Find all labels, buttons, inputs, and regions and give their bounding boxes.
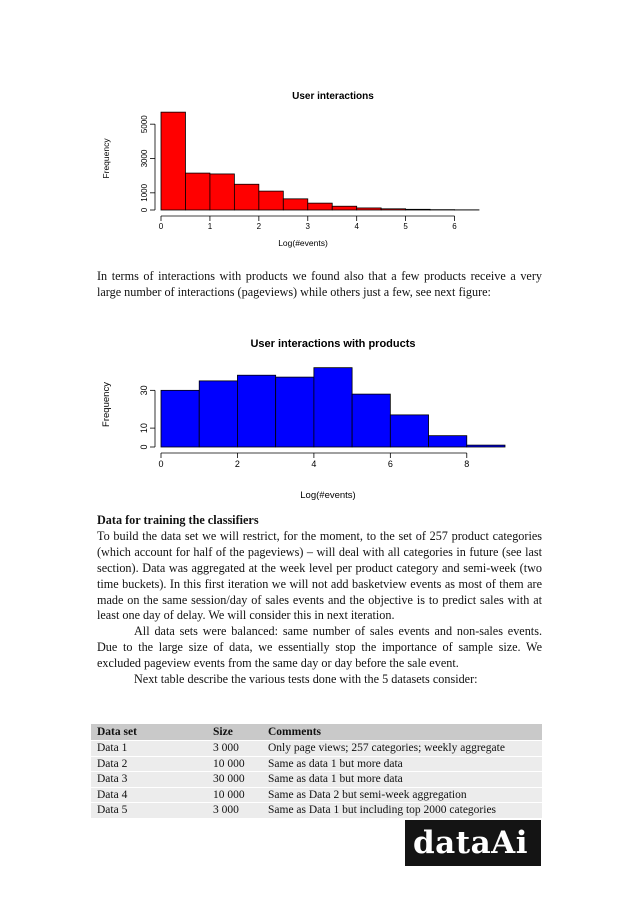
chart1-x-tick-label: 0 [158,222,164,231]
chart2-x-tick-label: 8 [464,459,470,469]
chart1-bar [234,184,258,210]
chart1-bar [259,191,283,210]
chart2-title: User interactions with products [250,338,416,350]
chart1-bar [185,173,209,210]
chart1-x-tick-label: 1 [207,222,213,231]
chart1-y-tick-label: 1000 [140,183,149,202]
chart1-y-axis-label: Frequency [101,138,111,179]
chart1-bar [381,209,405,210]
table-row [91,772,542,788]
section-heading: Data for training the classifiers [97,513,259,527]
cell-size: 3 000 [207,741,262,757]
chart2-bar [352,394,390,447]
paragraph-4-text: Next table describe the various tests done with the 5 datasets consider: [134,672,478,687]
chart1-y-tick-label: 3000 [140,149,149,168]
chart1-bar [161,112,185,210]
header-size: Size [207,724,262,741]
chart2-y-tick-label: 10 [139,423,149,434]
chart2-x-tick-label: 4 [311,459,317,469]
chart1-x-axis-label: Log(#events) [278,238,328,248]
chart2-bar [276,377,314,447]
chart1-x-tick-label: 6 [452,222,457,231]
paragraph-3-text: All data sets were balanced: same number of sales events and non-sales events. Due to the large size of data, we essentially stop the importance of sample size. We excluded pageview events from the same day or day before the sale event. [97,624,542,671]
table-row [91,787,542,803]
cell-data-set: Data 3 [91,772,207,788]
chart1-y-tick-label: 0 [140,207,149,213]
chart1-bar [406,209,430,210]
chart2-y-tick-label: 0 [139,444,149,450]
chart2-x-tick-label: 2 [234,459,240,469]
chart2-x-axis-label: Log(#events) [300,490,356,501]
table-row [91,803,542,819]
cell-comments: Same as data 1 but more data [262,772,542,788]
chart1-bar [283,199,307,210]
datasets-table [91,724,542,819]
chart2-bar [161,390,199,447]
cell-size: 3 000 [207,803,262,819]
training-data-section [97,513,542,688]
chart1-x-tick-label: 4 [354,222,359,231]
chart1-bar [308,203,332,210]
logo-text: dataAi [413,825,528,861]
cell-size: 10 000 [207,756,262,772]
dataai-logo [405,820,541,866]
cell-data-set: Data 5 [91,803,207,819]
chart1-bar [332,206,356,210]
chart1-x-tick-label: 3 [305,222,310,231]
chart2-bar [390,415,428,447]
chart1-y-tick-label: 5000 [140,115,149,134]
cell-data-set: Data 1 [91,741,207,757]
chart2-x-tick-label: 0 [158,459,164,469]
cell-comments: Same as Data 2 but semi-week aggregation [262,787,542,803]
chart2-bar [429,436,467,447]
chart2-bar [467,445,505,447]
cell-data-set: Data 2 [91,756,207,772]
table-row [91,741,542,757]
chart1-bar [210,174,234,210]
cell-comments: Same as data 1 but more data [262,756,542,772]
table-row [91,756,542,772]
chart1-x-tick-label: 5 [403,222,408,231]
chart2-x-tick-label: 6 [387,459,393,469]
paragraph-2-text: To build the data set we will restrict, for the moment, to the set of 257 product categories (which account for half of the pageviews) – will deal with all categories in future (see last section). Data was aggregated at the week level per product category and semi-week (two time buckets). In this first iteration we will not add basketview events as most of them are made on the same session/day of sales events and the objective is to predict sales with at least one day of delay. We will consider this in next iteration. [97,528,542,623]
chart1-x-tick-label: 2 [256,222,262,231]
chart2-bar [237,375,275,447]
chart1-title: User interactions [292,91,374,102]
chart2-bar [199,381,237,447]
chart2-y-tick-label: 30 [139,385,149,396]
cell-size: 30 000 [207,772,262,788]
table-header-row [91,724,542,741]
chart2-bar [314,368,352,447]
header-comments: Comments [262,724,542,741]
chart-user-interactions-with-products [96,330,516,505]
chart1-bar [357,208,381,210]
cell-data-set: Data 4 [91,787,207,803]
paragraph-interactions-intro [97,269,542,301]
chart-user-interactions [96,82,516,257]
header-data-set: Data set [91,724,207,741]
cell-size: 10 000 [207,787,262,803]
paragraph-1-text: In terms of interactions with products we found also that a few products receive a very large number of interactions (pageviews) while others just a few, see next figure: [97,269,542,299]
chart2-y-axis-label: Frequency [101,382,112,427]
cell-comments: Same as Data 1 but including top 2000 categories [262,803,542,819]
cell-comments: Only page views; 257 categories; weekly aggregate [262,741,542,757]
